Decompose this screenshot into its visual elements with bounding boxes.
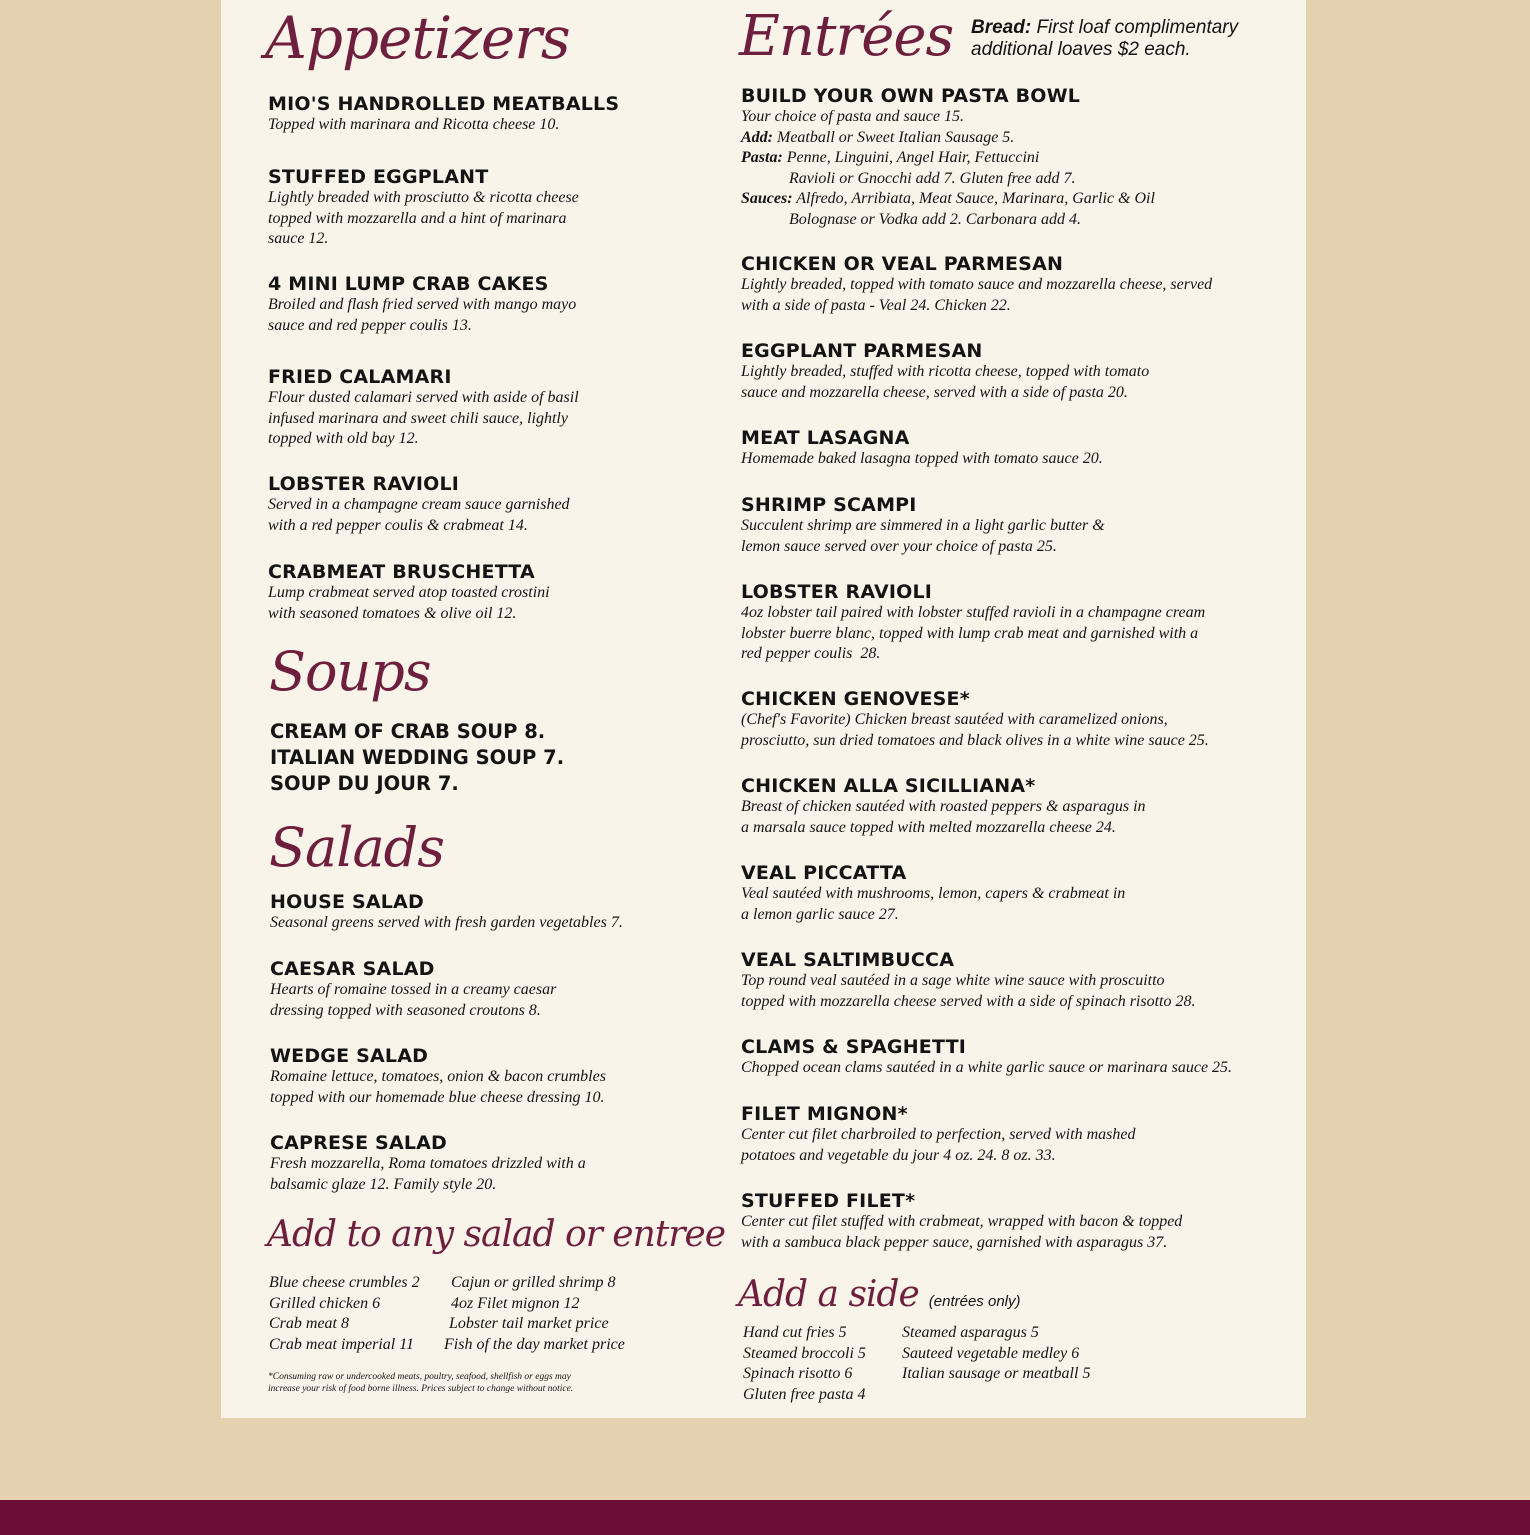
soup-item: ITALIAN WEDDING SOUP 7. [270,746,565,769]
menu-item [741,1036,1232,1079]
item-name: MIO'S HANDROLLED MEATBALLS [268,93,620,115]
add-label: Add: [741,128,773,146]
salad-addons-left [269,1273,420,1355]
item-description: Your choice of pasta and sauce 15. [741,108,964,125]
sauces-text: Bolognase or Vodka add 2. Carbonara add 4. [789,210,1081,228]
item-description: Served in a champagne cream sauce garnished with a red pepper coulis & crabmeat 14. [268,496,570,534]
menu-item [741,862,1125,925]
item-description: Fresh mozzarella, Roma tomatoes drizzled with a balsamic glaze 12. Family style 20. [270,1155,586,1193]
addon-item: Blue cheese crumbles 2 [269,1274,420,1291]
side-item: Hand cut fries 5 [743,1324,847,1341]
item-description: Flour dusted calamari served with aside of basil infused marinara and sweet chili sauce, lightly topped with old bay 12. [268,389,579,447]
soup-item: SOUP DU JOUR 7. [270,772,459,795]
appetizers-heading: Appetizers [265,4,570,72]
menu-item [270,958,556,1021]
menu-item [741,1190,1182,1253]
item-name: WEDGE SALAD [270,1045,429,1067]
addon-item: Crab meat 8 [269,1315,349,1332]
menu-item [270,1132,586,1195]
item-description: Lightly breaded with prosciutto & ricotta cheese topped with mozzarella and a hint of marinara sauce 12. [268,189,579,247]
item-description: Broiled and flash fried served with mango mayo sauce and red pepper coulis 13. [268,296,577,334]
add-text: Meatball or Sweet Italian Sausage 5. [773,128,1015,146]
menu-item [741,949,1195,1012]
sides-right [902,1323,1090,1385]
addon-item: Crab meat imperial 11 [269,1335,415,1353]
add-side-heading [738,1274,1021,1315]
side-item: Gluten free pasta 4 [743,1385,866,1403]
item-name: CAPRESE SALAD [270,1132,448,1154]
entrees-heading: Entrées [739,4,954,69]
menu-item [741,581,1205,665]
sauces-label: Sauces: [741,190,793,207]
addon-item: 4oz Filet mignon 12 [451,1294,580,1312]
menu-page [221,0,1306,1418]
item-name: STUFFED FILET* [741,1190,916,1212]
soups-heading: Soups [269,640,431,703]
item-name: CRABMEAT BRUSCHETTA [268,561,535,583]
menu-item [741,775,1146,838]
item-name: CHICKEN ALLA SICILLIANA* [741,775,1036,797]
item-description: Topped with marinara and Ricotta cheese 10. [268,116,560,133]
soups-list [270,719,564,797]
add-to-salad-heading: Add to any salad or entree [267,1214,726,1255]
addon-item: Lobster tail market price [449,1315,609,1332]
menu-item [268,93,619,136]
soup-item: CREAM OF CRAB SOUP 8. [270,720,546,743]
pasta-text: Ravioli or Gnocchi add 7. Gluten free add 7. [789,169,1076,187]
salad-addons-right [444,1273,625,1355]
item-description: Center cut filet charbroiled to perfection, served with mashed potatoes and vegetable du jour 4 oz. 24. 8 oz. 33. [741,1126,1136,1164]
bread-line: additional loaves $2 each. [971,39,1191,60]
item-description: Hearts of romaine tossed in a creamy caesar dressing topped with seasoned croutons 8. [270,981,557,1019]
item-name: EGGPLANT PARMESAN [741,340,983,362]
add-side-note: (entrées only) [928,1293,1021,1310]
item-description: Romaine lettuce, tomatoes, onion & bacon crumbles topped with our homemade blue cheese dressing 10. [270,1068,606,1106]
bread-label: Bread: [971,17,1032,38]
item-description: Lump crabmeat served atop toasted crostini with seasoned tomatoes & olive oil 12. [268,584,550,622]
menu-item [268,473,570,536]
disclaimer [268,1371,573,1395]
menu-item [268,273,576,336]
item-name: FILET MIGNON* [741,1103,908,1125]
item-description: Seasonal greens served with fresh garden vegetables 7. [270,914,623,931]
item-description: Top round veal sautéed in a sage white wine sauce with proscuitto topped with mozzarella cheese served with a side of spinach risotto 28. [741,972,1196,1010]
item-name: VEAL SALTIMBUCCA [741,949,955,971]
bread-note [971,17,1238,61]
addon-item: Grilled chicken 6 [269,1294,381,1312]
item-description: Succulent shrimp are simmered in a light garlic butter & lemon sauce served over your choice of pasta 25. [741,517,1105,555]
item-name: STUFFED EGGPLANT [268,166,489,188]
menu-item [268,166,579,250]
menu-item [741,494,1105,557]
side-item: Spinach risotto 6 [743,1365,853,1382]
item-name: SHRIMP SCAMPI [741,494,917,516]
menu-item [741,253,1212,316]
item-name: CLAMS & SPAGHETTI [741,1036,967,1058]
item-name: HOUSE SALAD [270,891,424,913]
menu-item [270,891,623,934]
item-name: 4 MINI LUMP CRAB CAKES [268,273,549,295]
item-name: LOBSTER RAVIOLI [741,581,933,603]
item-name: CHICKEN OR VEAL PARMESAN [741,253,1064,275]
side-item: Steamed asparagus 5 [902,1324,1039,1341]
side-item: Steamed broccoli 5 [743,1344,866,1362]
item-name: LOBSTER RAVIOLI [268,473,460,495]
item-name: FRIED CALAMARI [268,366,452,388]
disclaimer-line: *Consuming raw or undercooked meats, poultry, seafood, shellfish or eggs may [268,1372,571,1382]
menu-item [741,688,1209,751]
menu-item [268,366,579,450]
footer-bar [0,1500,1530,1535]
item-name: VEAL PICCATTA [741,862,907,884]
item-name: BUILD YOUR OWN PASTA BOWL [741,85,1081,107]
item-name: MEAT LASAGNA [741,427,910,449]
menu-item [268,561,550,624]
item-description: Center cut filet stuffed with crabmeat, wrapped with bacon & topped with a sambuca black pepper sauce, garnished with asparagus 37. [741,1213,1183,1251]
pasta-label: Pasta: [741,149,783,166]
side-item: Italian sausage or meatball 5 [902,1365,1091,1382]
addon-item: Fish of the day market price [444,1335,625,1353]
disclaimer-line: increase your risk of food borne illness. Prices subject to change without notice. [268,1384,574,1394]
item-name: CHICKEN GENOVESE* [741,688,970,710]
item-description: Lightly breaded, topped with tomato sauce and mozzarella cheese, served with a side of pasta - Veal 24. Chicken 22. [741,276,1213,314]
bread-line: First loaf complimentary [1031,17,1239,38]
add-side-title: Add a side [738,1274,919,1315]
item-name: CAESAR SALAD [270,958,435,980]
item-description: Lightly breaded, stuffed with ricotta cheese, topped with tomato sauce and mozzarella cheese, served with a side of pasta 20. [741,363,1150,401]
salads-heading: Salads [269,816,444,879]
addon-item: Cajun or grilled shrimp 8 [451,1274,616,1291]
menu-item [741,1103,1135,1166]
item-description: Homemade baked lasagna topped with tomato sauce 20. [741,450,1103,467]
item-description: 4oz lobster tail paired with lobster stuffed ravioli in a champagne cream lobster buerre blanc, topped with lump crab meat and garnished with a red pepper coulis 28. [741,604,1206,662]
menu-item [741,340,1149,403]
menu-item [741,427,1103,470]
side-item: Sauteed vegetable medley 6 [902,1344,1080,1362]
menu-item [270,1045,606,1108]
pasta-text: Penne, Linguini, Angel Hair, Fettuccini [782,149,1040,166]
item-description: (Chef's Favorite) Chicken breast sautéed with caramelized onions, prosciutto, sun dried tomatoes and black olives in a white wine sauce 25. [741,711,1209,749]
sides-left [743,1323,866,1405]
sauces-text: Alfredo, Arribiata, Meat Sauce, Marinara, Garlic & Oil [792,190,1155,207]
item-description: Veal sautéed with mushrooms, lemon, capers & crabmeat in a lemon garlic sauce 27. [741,885,1126,923]
pasta-bowl [741,85,1155,230]
item-description: Breast of chicken sautéed with roasted peppers & asparagus in a marsala sauce topped with melted mozzarella cheese 24. [741,798,1146,836]
item-description: Chopped ocean clams sautéed in a white garlic sauce or marinara sauce 25. [741,1059,1233,1076]
